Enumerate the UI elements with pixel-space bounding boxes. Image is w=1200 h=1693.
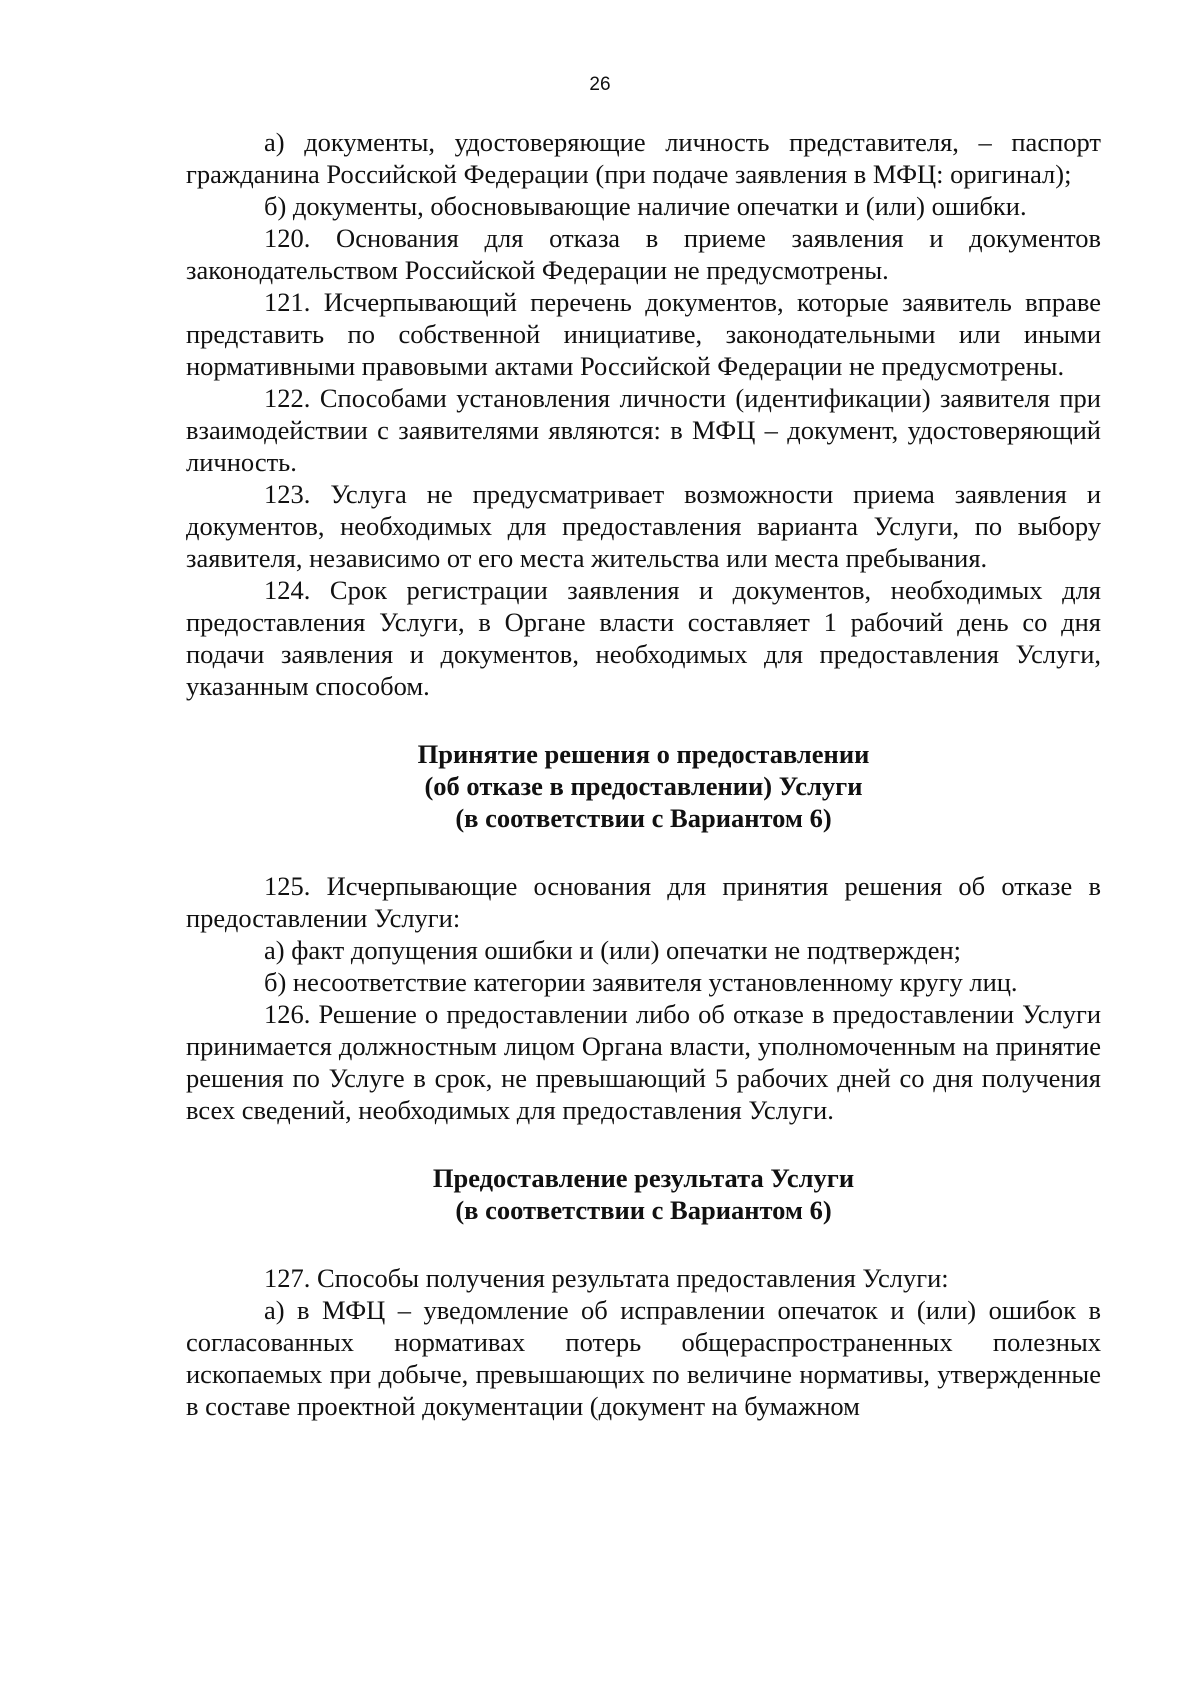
heading-line: Предоставление результата Услуги	[432, 1163, 855, 1193]
paragraph-123: 123. Услуга не предусматривает возможности приема заявления и документов, необходимых для предоставления варианта Услуги, по выбору заявителя, независимо от его места жительства или места пребывания.	[186, 479, 1101, 573]
paragraph-125: 125. Исчерпывающие основания для принятия решения об отказе в предоставлении Услуги:	[186, 871, 1101, 933]
section-heading-result	[186, 1162, 1101, 1226]
paragraph-125-a: а) факт допущения ошибки и (или) опечатки не подтвержден;	[264, 935, 962, 965]
paragraph-127: 127. Способы получения результата предоставления Услуги:	[264, 1263, 949, 1293]
heading-line: (об отказе в предоставлении) Услуги	[424, 771, 863, 801]
paragraph-a-representative-documents: а) документы, удостоверяющие личность представителя, – паспорт гражданина Российской Федерации (при подаче заявления в МФЦ: оригинал);	[186, 127, 1101, 189]
paragraph-b-error-documents: б) документы, обосновывающие наличие опечатки и (или) ошибки.	[264, 191, 1027, 221]
section-heading-decision	[186, 738, 1101, 834]
paragraph-120: 120. Основания для отказа в приеме заявления и документов законодательством Российской Федерации не предусмотрены.	[186, 223, 1101, 285]
heading-line: Принятие решения о предоставлении	[417, 739, 870, 769]
heading-line: (в соответствии с Вариантом 6)	[455, 803, 832, 833]
heading-line: (в соответствии с Вариантом 6)	[455, 1195, 832, 1225]
paragraph-127-a: а) в МФЦ – уведомление об исправлении опечаток и (или) ошибок в согласованных нормативах потерь общераспространенных полезных ископаемых при добыче, превышающих по величине нормативы, утвержденные в составе проектной документации (документ на бумажном	[186, 1295, 1101, 1421]
paragraph-121: 121. Исчерпывающий перечень документов, которые заявитель вправе представить по собственной инициативе, законодательными или иными нормативными правовыми актами Российской Федерации не предусмотрены.	[186, 287, 1101, 381]
page-number: 26	[589, 74, 611, 95]
document-body	[186, 126, 1101, 1422]
paragraph-126: 126. Решение о предоставлении либо об отказе в предоставлении Услуги принимается должностным лицом Органа власти, уполномоченным на принятие решения по Услуге в срок, не превышающий 5 рабочих дней со дня получения всех сведений, необходимых для предоставления Услуги.	[186, 999, 1101, 1125]
paragraph-124: 124. Срок регистрации заявления и документов, необходимых для предоставления Услуги, в Органе власти составляет 1 рабочий день со дня подачи заявления и документов, необходимых для предоставления Услуги, указанным способом.	[186, 575, 1101, 701]
paragraph-125-b: б) несоответствие категории заявителя установленному кругу лиц.	[264, 967, 1018, 997]
paragraph-122: 122. Способами установления личности (идентификации) заявителя при взаимодействии с заявителями являются: в МФЦ – документ, удостоверяющий личность.	[186, 383, 1101, 477]
